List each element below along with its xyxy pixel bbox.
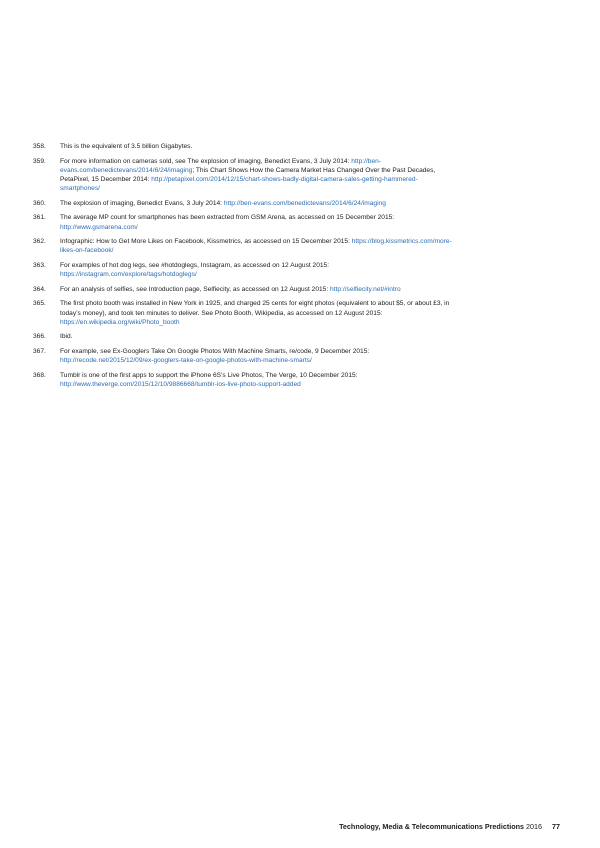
endnote-text: Infographic: How to Get More Likes on Facebook, Kissmetrics, as accessed on 15 December 2015:	[60, 238, 350, 246]
endnotes-list	[33, 142, 453, 395]
endnote-link[interactable]: http://selfiecity.net/#intro	[330, 285, 401, 293]
endnote-text: For an analysis of selfies, see Introduction page, Selfiecity, as accessed on 12 August 2015:	[60, 285, 329, 293]
endnote-364	[33, 285, 453, 294]
endnote-number: 368.	[33, 371, 46, 379]
endnote-link[interactable]: https://blog.kissmetrics.com/more-likes-on-facebook/	[60, 238, 452, 255]
endnote-number: 367.	[33, 347, 46, 355]
endnote-363	[33, 261, 453, 279]
endnote-link[interactable]: http://www.theverge.com/2015/12/10/9886668/tumblr-ios-live-photo-support-added	[60, 380, 301, 388]
endnote-359	[33, 157, 453, 194]
endnote-number: 361.	[33, 214, 46, 222]
endnote-number: 362.	[33, 238, 46, 246]
footer-year: 2016	[526, 822, 542, 831]
footer-title: Technology, Media & Telecommunications Predictions	[339, 822, 524, 831]
endnote-367	[33, 347, 453, 365]
endnote-number: 360.	[33, 199, 46, 207]
endnote-number: 363.	[33, 261, 46, 269]
endnote-number: 365.	[33, 300, 46, 308]
endnote-358	[33, 142, 453, 151]
endnote-362	[33, 237, 453, 255]
endnote-text: The explosion of imaging, Benedict Evans, 3 July 2014:	[60, 199, 223, 207]
page-number: 77	[552, 822, 560, 831]
page-footer	[339, 822, 560, 831]
endnote-text: Tumblr is one of the first apps to support the iPhone 6S’s Live Photos, The Verge, 10 December 2015:	[60, 371, 358, 379]
endnote-368	[33, 371, 453, 389]
endnote-text: For examples of hot dog legs, see #hotdoglegs, Instagram, as accessed on 12 August 2015:	[60, 261, 330, 269]
endnote-text: For example, see Ex-Googlers Take On Google Photos With Machine Smarts, re/code, 9 December 2015:	[60, 347, 370, 355]
endnote-link[interactable]: http://ben-evans.com/benedictevans/2014/6/24/imaging	[60, 157, 381, 174]
endnote-number: 359.	[33, 157, 46, 165]
endnote-text: This is the equivalent of 3.5 billion Gigabytes.	[60, 143, 193, 150]
endnote-text: For more information on cameras sold, see The explosion of imaging, Benedict Evans, 3 July 2014:	[60, 157, 350, 165]
endnote-link[interactable]: http://recode.net/2015/12/09/ex-googlers-take-on-google-photos-with-machine-smarts/	[60, 357, 312, 365]
endnote-text: Ibid.	[60, 333, 73, 341]
endnote-text-continued: ; This Chart Shows How the Camera Market Has Changed Over the Past Decades, PetaPixel, 15 December 2014:	[60, 166, 436, 183]
endnote-366	[33, 332, 453, 341]
endnote-361	[33, 213, 453, 231]
endnote-link[interactable]: http://ben-evans.com/benedictevans/2014/6/24/imaging	[223, 199, 386, 207]
endnote-text: The first photo booth was installed in New York in 1925, and charged 25 cents for eight photos (equivalent to about $5, or about £3, in today’s money), and took ten minutes to deliver. See Photo Booth, Wikipedia, as accessed on 12 August 2015:	[60, 300, 450, 317]
endnote-text: The average MP count for smartphones has been extracted from GSM Arena, as accessed on 15 December 2015:	[60, 214, 395, 222]
endnote-number: 366.	[33, 333, 46, 341]
endnote-number: 364.	[33, 285, 46, 293]
endnote-365	[33, 299, 453, 327]
endnote-link[interactable]: http://petapixel.com/2014/12/15/chart-shows-badly-digital-camera-sales-getting-hammered-smartphones/	[60, 176, 418, 193]
endnote-link[interactable]: http://www.gsmarena.com/	[60, 223, 138, 231]
endnote-link[interactable]: https://instagram.com/explore/tags/hotdoglegs/	[60, 271, 197, 279]
endnote-360	[33, 199, 453, 208]
endnote-link[interactable]: https://en.wikipedia.org/wiki/Photo_booth	[60, 318, 180, 326]
endnote-number: 358.	[33, 143, 46, 150]
